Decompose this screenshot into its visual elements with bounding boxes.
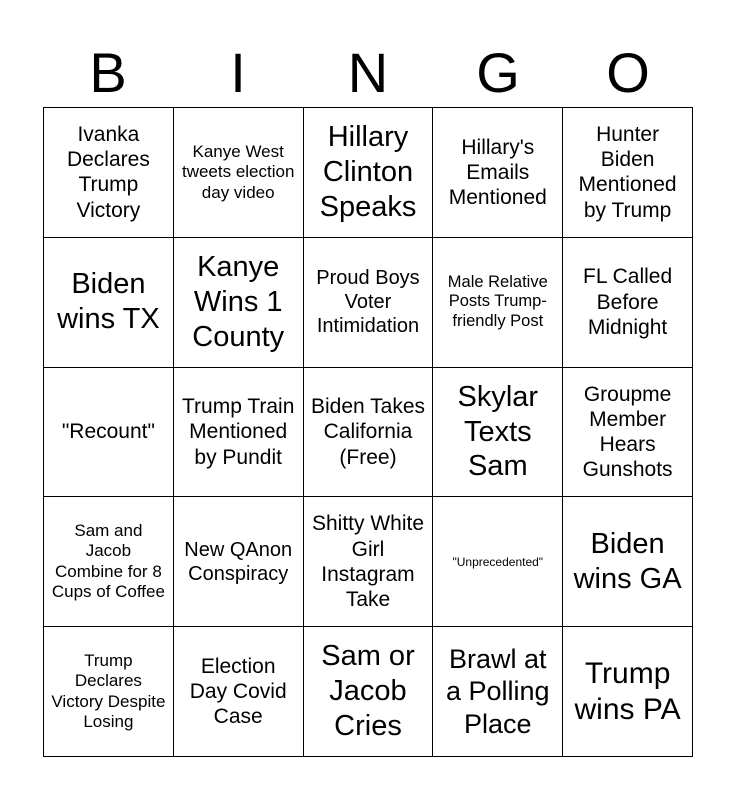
bingo-cell[interactable] bbox=[304, 108, 434, 238]
header-letter-o: O bbox=[606, 41, 650, 104]
cell-text: Kanye West tweets election day video bbox=[181, 141, 295, 202]
bingo-cell[interactable] bbox=[44, 368, 174, 498]
bingo-cell[interactable] bbox=[433, 497, 563, 627]
bingo-cell[interactable] bbox=[44, 497, 174, 627]
header-letter-i: I bbox=[230, 41, 246, 104]
cell-text: "Unprecedented" bbox=[452, 554, 544, 569]
bingo-cell[interactable] bbox=[44, 238, 174, 368]
cell-text: Election Day Covid Case bbox=[189, 654, 287, 729]
bingo-cell[interactable] bbox=[304, 627, 434, 757]
cell-text: Groupme Member Hears Gunshots bbox=[582, 382, 673, 482]
bingo-cell[interactable] bbox=[433, 627, 563, 757]
header-letter-b: B bbox=[89, 41, 127, 104]
cell-text: "Recount" bbox=[61, 420, 155, 444]
bingo-header bbox=[43, 40, 693, 106]
cell-text: Male Relative Posts Trump-friendly Post bbox=[447, 272, 548, 331]
header-letter-g: G bbox=[476, 41, 520, 104]
cell-text: Ivanka Declares Trump Victory bbox=[66, 123, 150, 222]
cell-text: Proud Boys Voter Intimidation bbox=[316, 267, 420, 338]
cell-text: Biden Takes California (Free) bbox=[310, 395, 425, 469]
cell-text: Brawl at a Polling Place bbox=[446, 644, 550, 739]
cell-text: Trump Train Mentioned by Pundit bbox=[181, 395, 295, 469]
bingo-cell[interactable] bbox=[174, 627, 304, 757]
cell-text: Kanye Wins 1 County bbox=[192, 251, 285, 353]
bingo-cell[interactable] bbox=[433, 368, 563, 498]
bingo-cell[interactable] bbox=[44, 108, 174, 238]
bingo-cell[interactable] bbox=[174, 497, 304, 627]
cell-text: Skylar Texts Sam bbox=[457, 380, 539, 483]
cell-text: Trump Declares Victory Despite Losing bbox=[51, 650, 166, 731]
cell-text: New QAnon Conspiracy bbox=[184, 538, 293, 585]
cell-text: Shitty White Girl Instagram Take bbox=[311, 512, 425, 611]
bingo-cell[interactable] bbox=[304, 497, 434, 627]
bingo-cell[interactable] bbox=[433, 238, 563, 368]
cell-text: Hillary Clinton Speaks bbox=[319, 121, 417, 223]
cell-text: Hillary's Emails Mentioned bbox=[448, 135, 547, 209]
cell-text: FL Called Before Midnight bbox=[583, 265, 673, 339]
bingo-cell[interactable] bbox=[304, 368, 434, 498]
bingo-cell[interactable] bbox=[563, 368, 693, 498]
cell-text: Hunter Biden Mentioned by Trump bbox=[578, 123, 677, 222]
bingo-cell[interactable] bbox=[174, 238, 304, 368]
bingo-cell[interactable] bbox=[304, 238, 434, 368]
bingo-cell[interactable] bbox=[563, 627, 693, 757]
bingo-cell[interactable] bbox=[563, 497, 693, 627]
bingo-cell[interactable] bbox=[563, 108, 693, 238]
bingo-cell[interactable] bbox=[174, 108, 304, 238]
cell-text: Sam or Jacob Cries bbox=[321, 640, 415, 742]
header-letter-n: N bbox=[347, 41, 389, 104]
bingo-cell[interactable] bbox=[174, 368, 304, 498]
cell-text: Biden wins TX bbox=[57, 268, 160, 336]
bingo-cell[interactable] bbox=[44, 627, 174, 757]
cell-text: Biden wins GA bbox=[573, 527, 682, 595]
cell-text: Trump wins PA bbox=[574, 656, 681, 726]
bingo-cell[interactable] bbox=[563, 238, 693, 368]
cell-text: Sam and Jacob Combine for 8 Cups of Coffee bbox=[51, 521, 165, 602]
bingo-cell[interactable] bbox=[433, 108, 563, 238]
bingo-grid bbox=[43, 107, 693, 757]
